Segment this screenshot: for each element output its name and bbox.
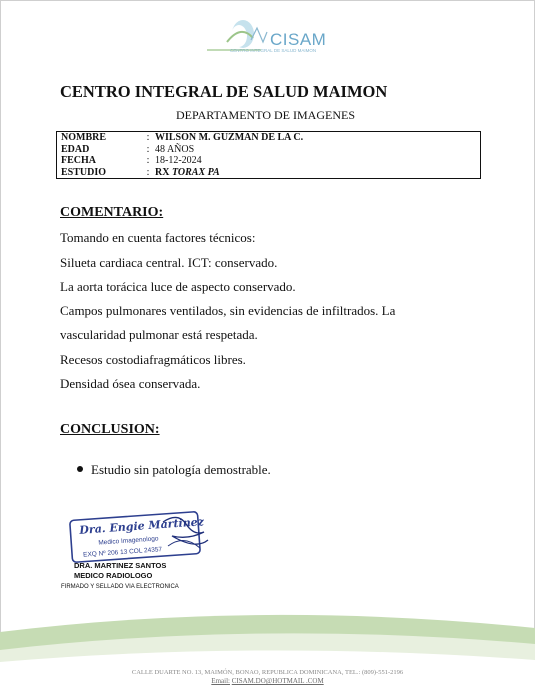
info-separator: :	[146, 166, 150, 178]
comentario-line: Recesos costodiafragmáticos libres.	[60, 352, 246, 367]
stamp-specialty: Medico Imagenologo	[98, 535, 159, 547]
comentario-line: Densidad ósea conservada.	[60, 376, 201, 391]
comentario-line: vascularidad pulmonar está respetada.	[60, 327, 258, 342]
comentario-line: La aorta torácica luce de aspecto conservado.	[60, 279, 296, 294]
info-label: ESTUDIO	[61, 166, 107, 178]
footer-email	[0, 677, 535, 685]
logo-name: CISAM	[270, 30, 327, 49]
info-value	[155, 167, 220, 179]
comentario-line: Campos pulmonares ventilados, sin evidencias de infiltrados. La	[60, 303, 396, 318]
document-title: CENTRO INTEGRAL DE SALUD MAIMON	[60, 82, 388, 101]
email-label: Email:	[211, 677, 230, 685]
info-separator: :	[146, 132, 150, 143]
info-separator: :	[146, 143, 150, 155]
signature-stamp	[68, 510, 213, 568]
info-value	[155, 132, 303, 144]
logo-subtitle: CENTRO INTEGRAL DE SALUD MAIMON	[230, 48, 317, 53]
patient-info-box	[56, 131, 481, 179]
info-label: NOMBRE	[61, 132, 106, 143]
bullet-dot	[77, 466, 83, 472]
stamp-name: Dra. Engie Martinez	[78, 515, 205, 537]
info-value: 18-12-2024	[155, 155, 202, 166]
info-label: EDAD	[61, 143, 90, 155]
patient-name: WILSON M. GUZMAN DE LA C.	[155, 132, 304, 143]
info-label: FECHA	[61, 155, 96, 166]
signer-title: MEDICO RADIOLOGO	[74, 571, 153, 580]
conclusion-heading: CONCLUSION:	[60, 422, 160, 437]
info-row-fecha	[61, 155, 480, 167]
stamp-license: EXQ Nº 206 13 COL 24357	[82, 546, 163, 559]
info-row-nombre	[61, 132, 480, 144]
info-row-edad	[61, 144, 480, 156]
info-separator: :	[146, 155, 150, 166]
info-row-estudio	[61, 167, 480, 179]
comentario-line: Tomando en cuenta factores técnicos:	[60, 230, 256, 245]
comentario-line: Silueta cardiaca central. ICT: conservado.	[60, 255, 278, 270]
conclusion-item: Estudio sin patología demostrable.	[91, 462, 271, 477]
signature-note: FIRMADO Y SELLADO VIA ELECTRONICA	[61, 584, 179, 590]
department-name: DEPARTAMENTO DE IMAGENES	[176, 108, 355, 122]
comentario-heading: COMENTARIO:	[60, 205, 164, 220]
email-link[interactable]: CISAM.DO@HOTMAIL .COM	[231, 677, 324, 685]
study-name: TORAX PA	[171, 166, 220, 178]
signer-name: DRA. MARTINEZ SANTOS	[74, 561, 167, 570]
info-value: 48 AÑOS	[155, 143, 195, 155]
footer-address: CALLE DUARTE NO. 13, MAIMÓN, BONAO, REPUBLICA DOMINICANA, TEL.: (809)-551-2196	[131, 669, 404, 676]
study-prefix: RX	[155, 166, 172, 178]
